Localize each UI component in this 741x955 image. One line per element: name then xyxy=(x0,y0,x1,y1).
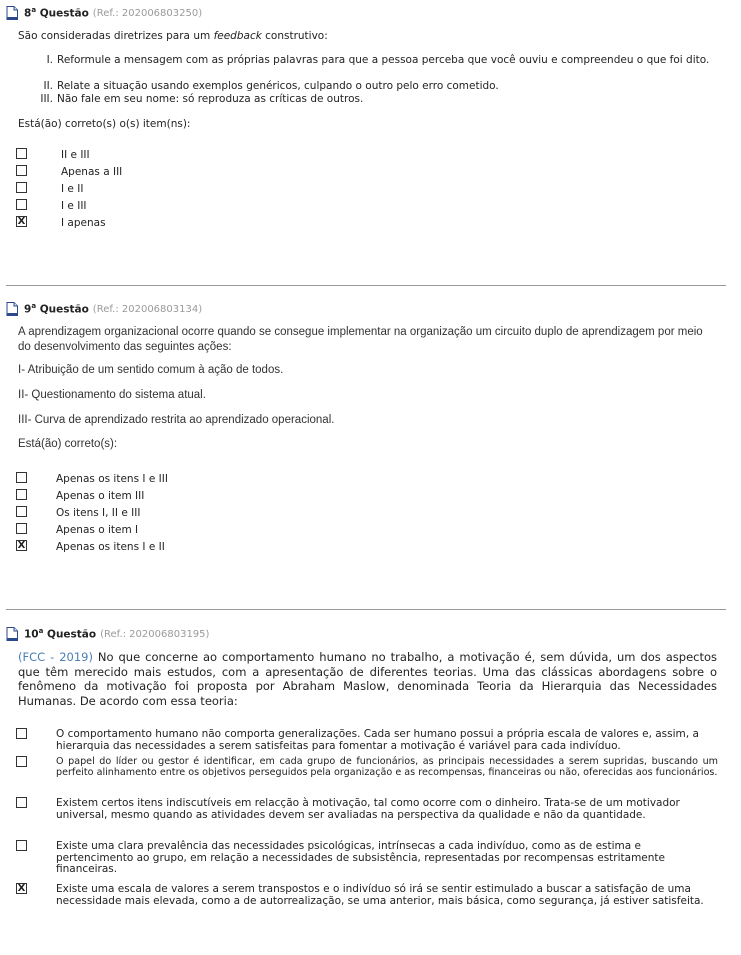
question-source: (FCC - 2019) xyxy=(18,650,93,664)
option-label: Apenas os itens I e III xyxy=(56,473,168,485)
checkbox[interactable] xyxy=(16,148,27,159)
checkbox[interactable] xyxy=(16,489,27,500)
statement-item: II- Questionamento do sistema atual. xyxy=(18,389,206,401)
checkbox[interactable] xyxy=(16,797,27,808)
option-label: Apenas o item III xyxy=(56,490,145,502)
divider xyxy=(6,609,726,610)
option-label: II e III xyxy=(61,149,90,161)
question-8-prompt: Está(ão) correto(s) o(s) item(ns): xyxy=(18,118,191,130)
checkbox[interactable] xyxy=(16,523,27,534)
option-label: O papel do líder ou gestor é identificar, em cada grupo de funcionários, as principais necessidades a serem supridas, buscando um perfeito alinhamento entre os objetivos perseguidos pela organização e as recompensas, financeiras ou não, oferecidas aos funcionários. xyxy=(56,756,718,778)
question-8-header xyxy=(6,6,202,20)
question-10-intro: (FCC - 2019) No que concerne ao comportamento humano no trabalho, a motivação é, sem dúvida, um dos aspectos que têm merecido mais estudos, com a apresentação de diferentes teorias. Uma das clássicas abordagens sobre o fenômeno da motivação foi proposta por Abraham Maslow, denominada Teoria da Hierarquia das Necessidades Humanas. De acordo com essa teoria: xyxy=(18,650,718,708)
statement-item: Não fale em seu nome: só reproduza as críticas de outros. xyxy=(57,93,364,105)
option-label: Os itens I, II e III xyxy=(56,507,141,519)
option-label: Apenas os itens I e II xyxy=(56,541,165,553)
question-8-ref: (Ref.: 202006803250) xyxy=(92,7,203,19)
question-9-intro: A aprendizagem organizacional ocorre quando se consegue implementar na organização um circuito duplo de aprendizagem por meio do desenvolvimento das seguintes ações: xyxy=(18,326,703,353)
roman-numeral: III. xyxy=(40,93,53,105)
option-label: I e II xyxy=(61,183,84,195)
checkbox-checked[interactable]: X xyxy=(17,883,26,894)
statement-item: Reformule a mensagem com as próprias palavras para que a pessoa perceba que você ouviu e compreendeu o que foi dito. xyxy=(57,54,710,66)
checkbox-checked[interactable]: X xyxy=(17,540,26,551)
statement-item: III- Curva de aprendizado restrita ao aprendizado operacional. xyxy=(18,414,335,426)
option-label: I e III xyxy=(61,200,87,212)
question-8-title: 8$^a$ Questão xyxy=(24,6,89,20)
checkbox[interactable] xyxy=(16,506,27,517)
document-icon xyxy=(6,6,18,20)
option-label: Apenas a III xyxy=(61,166,123,178)
option-label: I apenas xyxy=(61,217,106,229)
document-icon xyxy=(6,627,18,641)
question-9-prompt: Está(ão) correto(s): xyxy=(18,438,118,450)
statement-item: I- Atribuição de um sentido comum à ação de todos. xyxy=(18,364,284,376)
checkbox[interactable] xyxy=(16,840,27,851)
roman-numeral: II. xyxy=(43,80,53,92)
checkbox[interactable] xyxy=(16,165,27,176)
checkbox[interactable] xyxy=(16,182,27,193)
question-10-title: 10$^a$ Questão xyxy=(24,627,97,641)
checkbox[interactable] xyxy=(16,756,27,767)
checkbox[interactable] xyxy=(16,199,27,210)
question-8-intro: São consideradas diretrizes para um feedback construtivo: xyxy=(18,30,328,42)
question-9-ref: (Ref.: 202006803134) xyxy=(92,303,203,315)
option-label: Apenas o item I xyxy=(56,524,139,536)
document-icon xyxy=(6,302,18,316)
question-10-ref: (Ref.: 202006803195) xyxy=(100,628,210,640)
checkbox[interactable] xyxy=(16,728,27,739)
option-label: Existem certos itens indiscutíveis em relacção à motivação, tal como ocorre com o dinheiro. Trata-se de um motivador universal, mesmo quando as atividades devem ser avaliadas na perspectiva da qualidade e não da quantidade. xyxy=(56,797,680,821)
option-label: Existe uma clara prevalência das necessidades psicológicas, intrínsecas a cada indivíduo, como as de estima e pertencimento ao grupo, em relação a necessidades de subsistência, representadas por recompensas estritamente financeiras. xyxy=(56,840,665,875)
question-9-title: 9$^a$ Questão xyxy=(24,302,89,316)
question-9-header xyxy=(6,302,202,316)
divider xyxy=(6,285,726,286)
question-10-header xyxy=(6,627,209,641)
statement-item: Relate a situação usando exemplos genéricos, culpando o outro pelo erro cometido. xyxy=(57,80,499,92)
checkbox-checked[interactable]: X xyxy=(17,216,26,227)
roman-numeral: I. xyxy=(46,54,53,66)
option-label: Existe uma escala de valores a serem transpostos e o indivíduo só irá se sentir estimulado a buscar a satisfação de uma necessidade mais elevada, como a de autorrealização, se uma anterior, mais básica, como segurança, já estiver satisfeita. xyxy=(56,883,704,907)
option-label: O comportamento humano não comporta generalizações. Cada ser humano possui a própria escala de valores e, assim, a hierarquia das necessidades a serem satisfeitas para fomentar a motivação é variável para cada indivíduo. xyxy=(56,728,699,752)
checkbox[interactable] xyxy=(16,472,27,483)
